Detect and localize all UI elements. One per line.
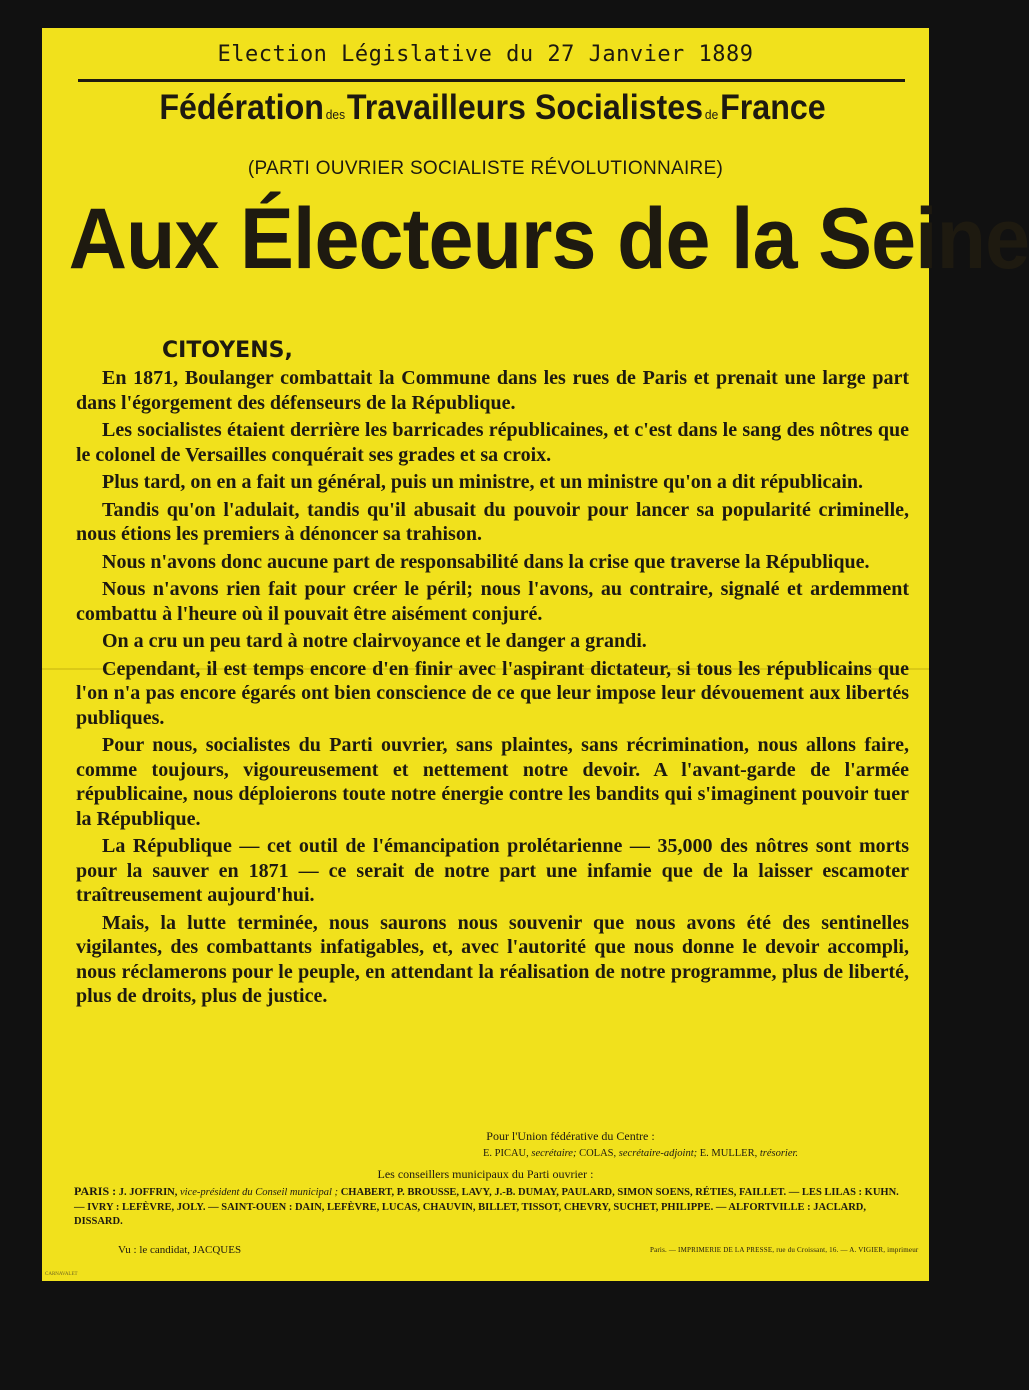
- candidate-approval: Vu : le candidat, JACQUES: [118, 1244, 242, 1256]
- paris-lead-name: J. JOFFRIN,: [118, 1187, 178, 1198]
- councillors-title: Les conseillers municipaux du Parti ouvrier :: [377, 1167, 594, 1181]
- signatory-name: E. MULLER,: [699, 1148, 758, 1159]
- signatory-name: E. PICAU,: [482, 1148, 529, 1159]
- paragraph: Tandis qu'on l'adulait, tandis qu'il abusait du pouvoir pour lancer sa popularité criminelle, nous étions les premiers à dénoncer sa trahison.: [76, 498, 909, 545]
- salutation: CITOYENS,: [162, 338, 293, 363]
- paragraph: Les socialistes étaient derrière les barricades républicaines, et c'est dans le sang des nôtres que le colonel de Versailles conquérait ses grades et sa croix.: [76, 419, 909, 466]
- paragraph: On a cru un peu tard à notre clairvoyance et le danger a grandi.: [102, 630, 647, 652]
- election-date-line: Election Législative du 27 Janvier 1889: [217, 42, 754, 67]
- federation-word-3: Travailleurs Socialistes: [346, 88, 704, 127]
- proclamation-body: [76, 366, 909, 1012]
- federation-word-5: France: [720, 88, 826, 127]
- signatory-role: trésorier.: [759, 1148, 799, 1159]
- paragraph: En 1871, Boulanger combattait la Commune dans les rues de Paris et prenait une large part dans l'égorgement des défenseurs de la République.: [76, 367, 909, 414]
- federation-title: [106, 88, 880, 128]
- paragraph: Cependant, il est temps encore d'en finir avec l'aspirant dictateur, si tous les républicains que l'on n'a pas encore égarés ont bien conscience de ce que leur impose leur dévouement aux libertés publiques.: [76, 657, 909, 729]
- union-officers: [42, 1148, 929, 1159]
- main-headline: Aux Électeurs de la Seine: [68, 191, 1029, 287]
- header-rule: [78, 79, 905, 82]
- signatory-role: secrétaire;: [531, 1148, 577, 1159]
- paragraph: Nous n'avons donc aucune part de responsabilité dans la crise que traverse la République.: [102, 550, 870, 573]
- printer-credit: Paris. — IMPRIMERIE DE LA PRESSE, rue du Croissant, 16. — A. VIGIER, imprimeur: [650, 1246, 919, 1254]
- paris-lead-role: vice-président du Conseil municipal ;: [180, 1187, 339, 1198]
- archive-stamp: CARNAVALET: [45, 1272, 78, 1277]
- paragraph: Pour nous, socialistes du Parti ouvrier, sans plaintes, sans récrimination, nous allons faire, comme toujours, vigoureusement et nettement notre devoir. A l'avant-garde de l'armée républicaine, nous déploierons toute notre énergie contre les bandits qui s'imaginent pouvoir tuer la République.: [76, 734, 909, 830]
- signatory-role: secrétaire-adjoint;: [618, 1148, 698, 1159]
- signatory-name: COLAS,: [579, 1148, 617, 1159]
- federation-word-4: de: [704, 107, 719, 122]
- councillors-names: CHABERT, P. BROUSSE, LAVY, J.-B. DUMAY, PAULARD, SIMON SOENS, RÉTIES, FAILLET. — LES LILAS : KUHN. — IVRY : LEFÈVRE, JOLY. — SAINT-OUEN : DAIN, LEFÈVRE, LUCAS, CHAUVIN, BILLET, TISSOT, CHEVRY, SUCHET, PHILIPPE. — ALFORTVILLE : JACLARD, DISSARD.: [74, 1187, 899, 1227]
- paragraph: Nous n'avons rien fait pour créer le péril; nous l'avons, au contraire, signalé et ardemment combattu à l'heure où il pouvait être aisément conjuré.: [76, 578, 909, 625]
- union-signatures: [42, 1129, 929, 1159]
- paris-label: PARIS :: [74, 1184, 117, 1198]
- councillors-list: [74, 1184, 909, 1230]
- paragraph: Mais, la lutte terminée, nous saurons nous souvenir que nous avons été des sentinelles vigilantes, des combattants infatigables, et, avec l'autorité que nous donne le devoir accompli, nous réclamerons pour le peuple, en attendant la réalisation de notre programme, plus de liberté, plus de droits, plus de justice.: [76, 911, 909, 1007]
- union-title: Pour l'Union fédérative du Centre :: [486, 1129, 655, 1143]
- party-subtitle: (PARTI OUVRIER SOCIALISTE RÉVOLUTIONNAIRE): [247, 158, 724, 179]
- paragraph: La République — cet outil de l'émancipation prolétarienne — 35,000 des nôtres sont morts pour la sauver en 1871 — ce serait de notre part une infamie que de la laisser escamoter traîtreusement aujourd'hui.: [76, 835, 909, 906]
- federation-word-1: Fédération: [159, 88, 324, 127]
- federation-word-2: des: [325, 107, 346, 122]
- election-poster: [42, 28, 1029, 1281]
- paragraph: Plus tard, on en a fait un général, puis un ministre, et un ministre qu'on a dit républicain.: [102, 471, 864, 493]
